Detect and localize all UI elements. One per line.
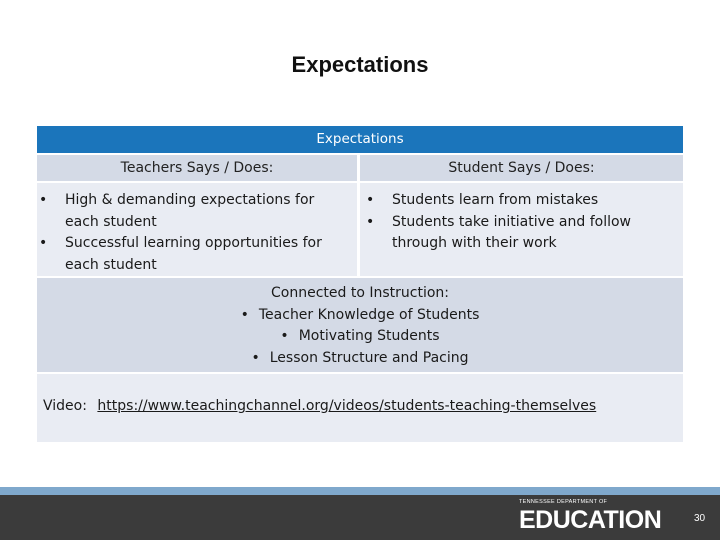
video-label: Video: [43,398,87,414]
footer-accent-stripe [0,487,720,495]
list-item [37,326,683,348]
teacher-items-list [37,190,347,276]
bullet-icon: • [39,192,48,208]
video-link[interactable]: https://www.teachingchannel.org/videos/students-teaching-themselves [97,398,597,414]
bullet-icon: • [366,213,375,230]
bullet-icon: • [39,235,48,252]
connected-item-text: Teacher Knowledge of Students [258,306,480,323]
list-item [37,348,683,370]
expectations-table [37,126,683,442]
student-column-header: Student Says / Does: [360,155,683,181]
bullet-icon: • [240,306,249,323]
column-headers-row [37,155,683,181]
logo-education-text: EDUCATION [519,506,662,534]
page-number: 30 [694,513,706,524]
list-item [37,305,683,327]
teacher-column-header: Teachers Says / Does: [37,155,357,181]
student-items-cell [360,183,683,276]
connected-heading: Connected to Instruction: [271,285,449,301]
logo-department-text: TENNESSEE DEPARTMENT OF [519,499,608,505]
slide-title: Expectations [291,52,429,77]
video-row [37,374,683,442]
list-item [364,190,673,212]
student-item-text: Students learn from mistakes [392,192,599,208]
connected-to-instruction-row [37,278,683,372]
expectations-body-row [37,183,683,276]
connected-item-text: Lesson Structure and Pacing [269,350,469,367]
table-header: Expectations [37,126,683,153]
student-item-text: Students take initiative and follow through with their work [392,213,632,252]
list-item [37,233,347,276]
list-item [37,190,347,233]
bullet-icon: • [280,328,289,345]
list-item [364,212,673,255]
teacher-items-cell [37,183,357,276]
connected-item-text: Motivating Students [298,328,440,345]
teacher-item-text: High & demanding expectations for each student [65,192,315,230]
education-logo [519,498,681,533]
student-items-list [364,190,673,255]
teacher-item-text: Successful learning opportunities for each student [65,235,322,273]
bullet-icon: • [366,192,375,208]
bullet-icon: • [251,350,260,367]
footer-bar [0,495,720,540]
